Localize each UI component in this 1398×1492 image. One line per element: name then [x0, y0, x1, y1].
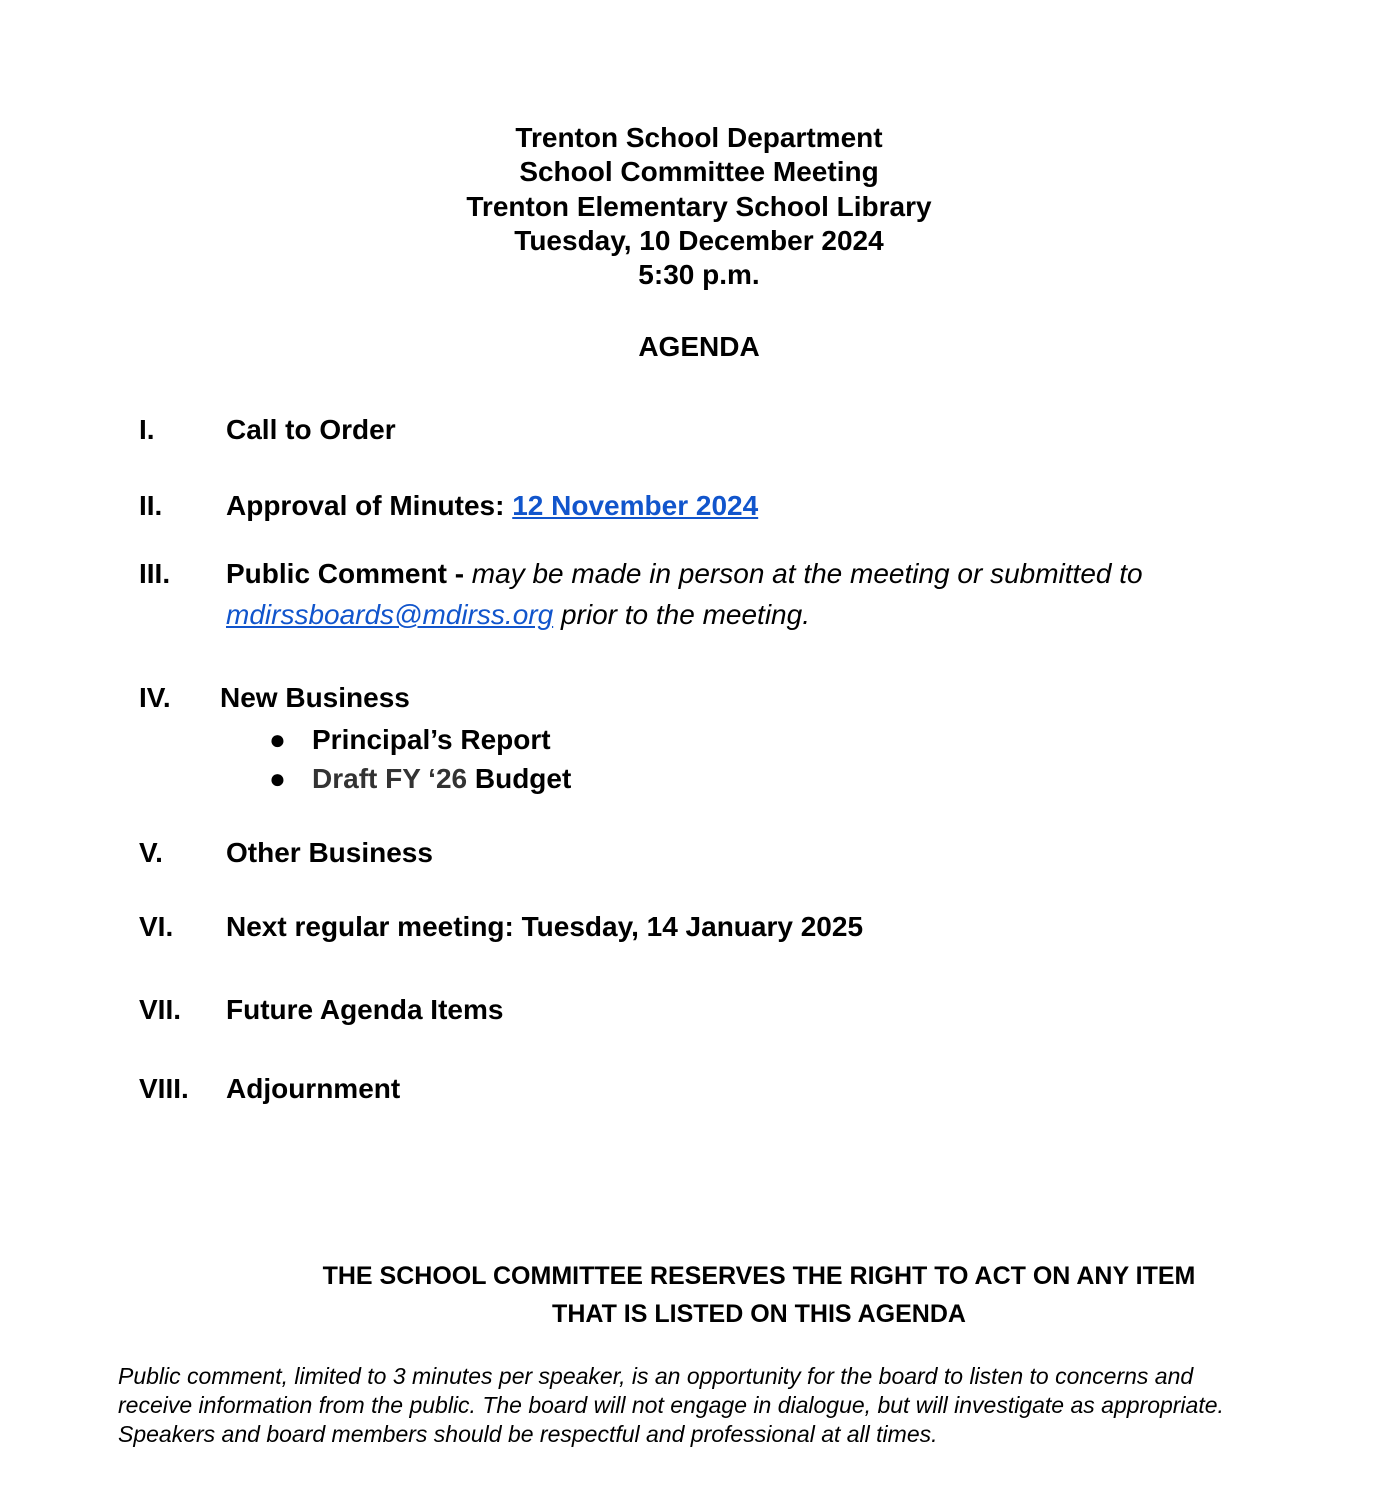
- reserve-line: THAT IS LISTED ON THIS AGENDA: [552, 1300, 966, 1328]
- bullet-label: Principal’s Report: [312, 724, 551, 755]
- public-comment-note-end: prior to the meeting.: [553, 599, 810, 630]
- header-org: Trenton School Department: [515, 122, 883, 153]
- public-comment-note: may be made in person at the meeting or submitted to: [471, 558, 1143, 589]
- public-comment-footnote: [118, 1362, 1318, 1449]
- item-label: Adjournment: [226, 1073, 401, 1104]
- header-time: 5:30 p.m.: [638, 259, 760, 291]
- reserve-right-notice: [297, 1257, 1221, 1333]
- item-label: Other Business: [226, 837, 433, 868]
- item-label: Approval of Minutes:: [226, 490, 513, 521]
- footnote-line: Public comment, limited to 3 minutes per speaker, is an opportunity for the board to listen to concerns and: [118, 1363, 1194, 1389]
- header-meeting: School Committee Meeting: [519, 156, 879, 188]
- email-link[interactable]: mdirssboards@mdirss.org: [226, 599, 554, 630]
- bullet-icon: ●: [269, 724, 286, 755]
- item-label: Call to Order: [226, 414, 396, 445]
- minutes-link[interactable]: 12 November 2024: [512, 490, 759, 521]
- item-label: New Business: [220, 682, 410, 713]
- item-number: I.: [139, 414, 155, 445]
- item-number: III.: [139, 558, 171, 589]
- bullet-icon: ●: [269, 763, 286, 794]
- bullet-label: Budget: [467, 763, 572, 794]
- header-date: Tuesday, 10 December 2024: [514, 224, 884, 256]
- footnote-line: receive information from the public. The board will not engage in dialogue, but will investigate as appropriate.: [118, 1392, 1224, 1418]
- item-number: VIII.: [139, 1073, 189, 1104]
- reserve-line: THE SCHOOL COMMITTEE RESERVES THE RIGHT TO ACT ON ANY ITEM: [322, 1262, 1196, 1290]
- agenda-title: AGENDA: [638, 331, 760, 362]
- item-number: VII.: [139, 994, 182, 1025]
- footnote-line: Speakers and board members should be respectful and professional at all times.: [118, 1421, 938, 1447]
- item-label: Future Agenda Items: [226, 994, 504, 1025]
- item-number: II.: [139, 490, 163, 521]
- bullet-label-prefix: Draft FY ‘26: [312, 763, 468, 794]
- item-label: Public Comment -: [226, 558, 472, 589]
- item-number: IV.: [139, 682, 171, 713]
- document-header: [0, 121, 1398, 292]
- item-number: V.: [139, 837, 163, 868]
- item-number: VI.: [139, 911, 174, 942]
- header-location: Trenton Elementary School Library: [466, 190, 932, 222]
- item-label: Next regular meeting: Tuesday, 14 January 2025: [226, 911, 864, 942]
